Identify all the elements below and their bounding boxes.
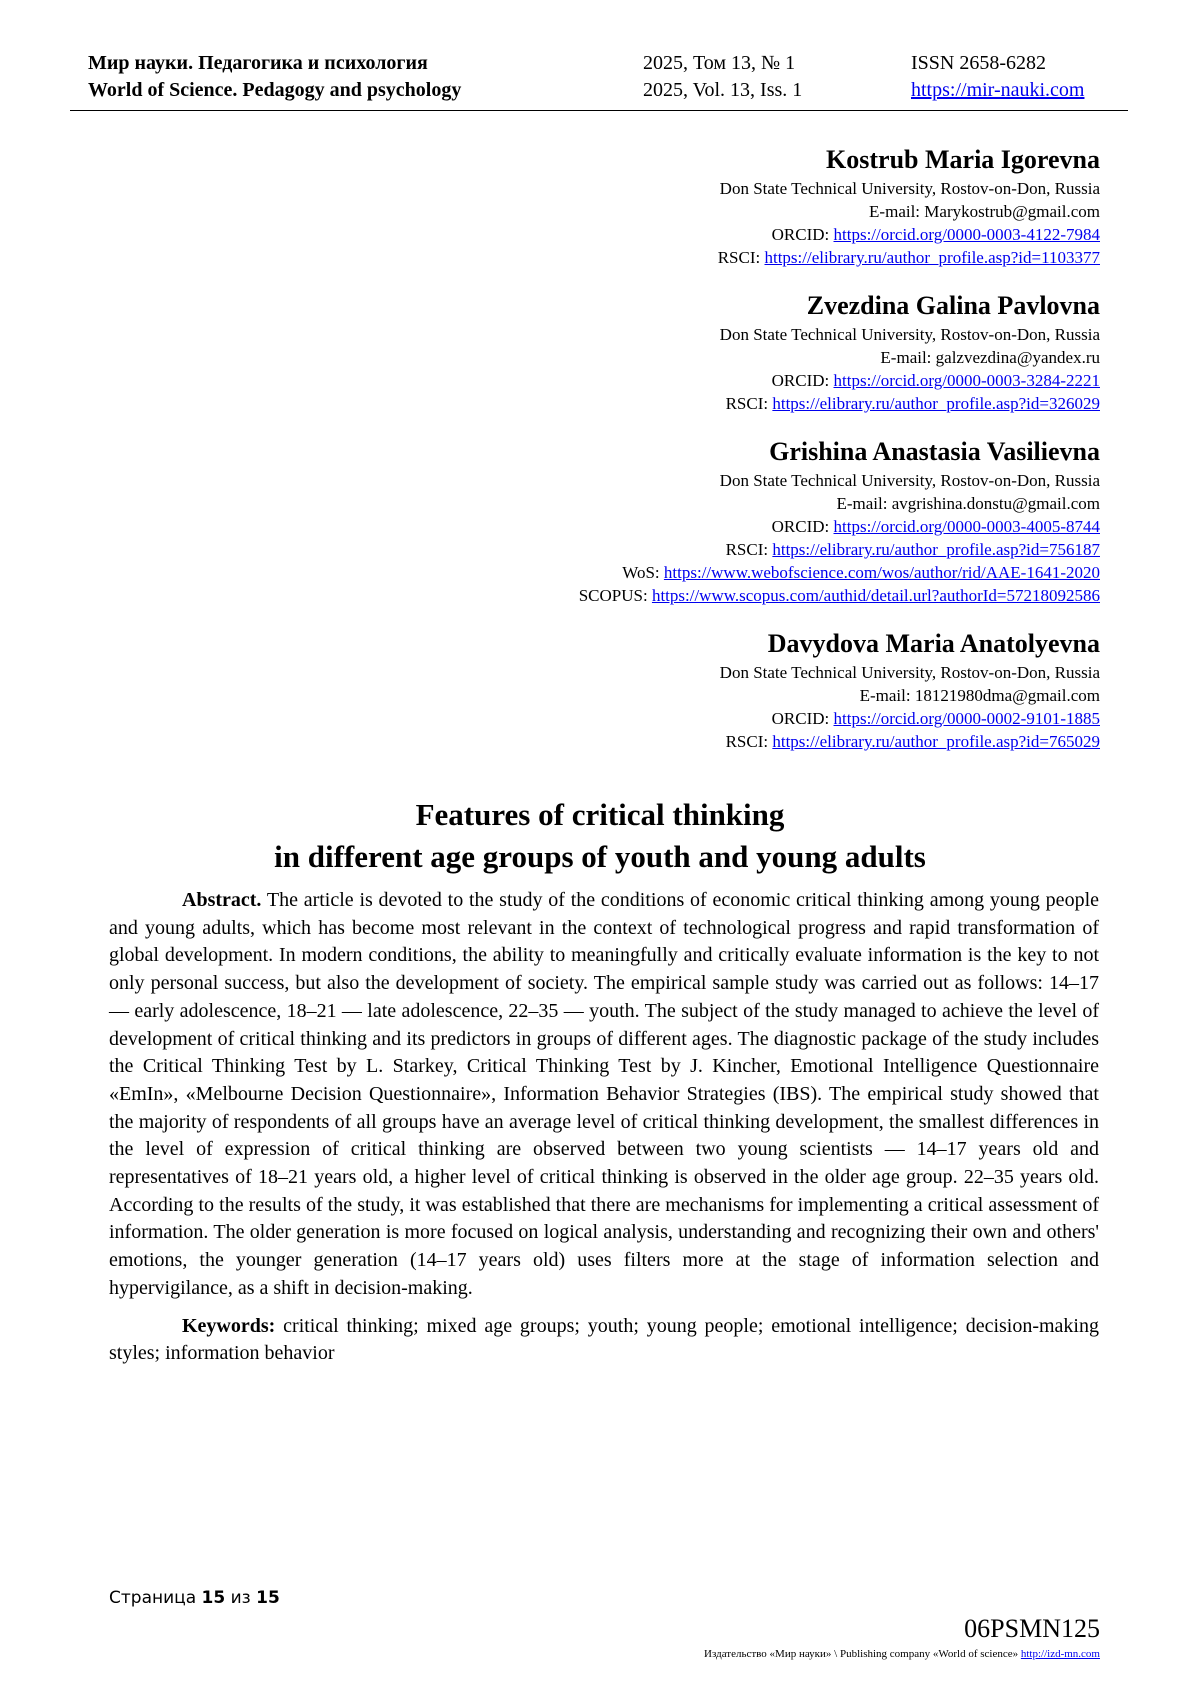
rsci-link[interactable]: https://elibrary.ru/author_profile.asp?id=326029 — [772, 394, 1100, 413]
issue-ru: 2025, Том 13, № 1 — [643, 52, 796, 74]
rsci-label: RSCI: — [725, 732, 773, 751]
orcid-link[interactable]: https://orcid.org/0000-0003-4122-7984 — [833, 225, 1100, 244]
orcid-label: ORCID: — [771, 517, 834, 536]
header-divider — [70, 110, 1128, 111]
author-name: Kostrub Maria Igorevna — [826, 145, 1100, 174]
wos-label: WoS: — [622, 563, 664, 582]
wos-link[interactable]: https://www.webofscience.com/wos/author/rid/AAE-1641-2020 — [663, 563, 1100, 582]
orcid-label: ORCID: — [771, 709, 834, 728]
issue-en: 2025, Vol. 13, Iss. 1 — [643, 79, 803, 101]
author-affiliation: Don State Technical University, Rostov-on-Don, Russia — [719, 179, 1100, 198]
orcid-link[interactable]: https://orcid.org/0000-0003-3284-2221 — [833, 371, 1100, 390]
orcid-link[interactable]: https://orcid.org/0000-0003-4005-8744 — [833, 517, 1100, 536]
author-name: Zvezdina Galina Pavlovna — [806, 291, 1100, 320]
orcid-label: ORCID: — [771, 371, 834, 390]
journal-site-link[interactable]: https://mir-nauki.com — [911, 79, 1085, 101]
abstract-text: The article is devoted to the study of the conditions of economic critical thinking among young people and young adults, which has become most relevant in the context of technological progress and rapid transformation of global development. In modern conditions, the ability to meaningfully and critically evaluate information is the key to not only personal success, but also the development of society. The empirical sample study was carried out as follows: 14–17 — early adolescence, 18–21 — late adolescence, 22–35 — youth. The subject of the study managed to achieve the level of development of critical thinking and its predictors in groups of different ages. The diagnostic package of the study includes the Critical Thinking Test by L. Starkey, Critical Thinking Test by J. Kincher, Emotional Intelligence Questionnaire «EmIn», «Melbourne Decision Questionnaire», Information Behavior Strategies (IBS). The empirical study showed that the majority of respondents of all groups have an average level of critical thinking development, the smallest differences in the level of expression of critical thinking are observed between two young scientists — 14–17 years old and representatives of 18–21 years old, a higher level of critical thinking is observed in the older age group. 22–35 years old. According to the results of the study, it was established that there are mechanisms for implementing a critical assessment of information. The older generation is more focused on logical analysis, understanding and recognizing their own and others' emotions, the younger generation (14–17 years old) uses filters more at the stage of information selection and hypervigilance, as a shift in decision-making. — [109, 889, 1099, 1299]
title-line-1: Features of critical thinking — [415, 797, 785, 832]
author-email: E-mail: 18121980dma@gmail.com — [859, 686, 1100, 705]
abstract-label: Abstract. — [182, 889, 262, 911]
author-affiliation: Don State Technical University, Rostov-on-Don, Russia — [719, 663, 1100, 682]
abstract-section — [109, 887, 1099, 1368]
title-line-2: in different age groups of youth and young adults — [274, 839, 926, 874]
page-current: 15 — [201, 1588, 226, 1608]
keywords-label: Keywords: — [182, 1314, 276, 1337]
author-block — [340, 143, 1100, 269]
rsci-label: RSCI: — [717, 248, 765, 267]
rsci-link[interactable]: https://elibrary.ru/author_profile.asp?id=756187 — [772, 540, 1100, 559]
page-number — [109, 1588, 280, 1608]
article-title — [100, 794, 1100, 878]
journal-name-en: World of Science. Pedagogy and psychology — [88, 79, 462, 101]
rsci-link[interactable]: https://elibrary.ru/author_profile.asp?id=1103377 — [764, 248, 1100, 267]
publisher-link[interactable]: http://izd-mn.com — [1020, 1648, 1100, 1660]
scopus-link[interactable]: https://www.scopus.com/authid/detail.url?authorId=57218092586 — [651, 586, 1100, 605]
journal-header — [88, 50, 1124, 104]
rsci-label: RSCI: — [725, 394, 773, 413]
issn: ISSN 2658-6282 — [911, 52, 1047, 74]
page-mid: из — [225, 1588, 257, 1608]
keywords-paragraph — [109, 1313, 1099, 1368]
orcid-link[interactable]: https://orcid.org/0000-0002-9101-1885 — [833, 709, 1100, 728]
author-email: E-mail: avgrishina.donstu@gmail.com — [836, 494, 1100, 513]
author-block — [340, 435, 1100, 607]
publisher-line — [704, 1648, 1100, 1660]
journal-name-ru: Мир науки. Педагогика и психология — [88, 52, 428, 74]
abstract-paragraph — [109, 887, 1099, 1303]
author-block — [340, 627, 1100, 753]
page-prefix: Страница — [109, 1588, 202, 1608]
author-name: Grishina Anastasia Vasilievna — [769, 437, 1100, 466]
publisher-text: Издательство «Мир науки» \ Publishing company «World of science» — [704, 1648, 1021, 1660]
author-affiliation: Don State Technical University, Rostov-on-Don, Russia — [719, 325, 1100, 344]
author-block — [340, 289, 1100, 415]
author-email: E-mail: Marykostrub@gmail.com — [869, 202, 1100, 221]
author-list — [340, 143, 1100, 773]
keywords-text: critical thinking; mixed age groups; youth; young people; emotional intelligence; decision-making styles; information behavior — [109, 1314, 1099, 1365]
author-name: Davydova Maria Anatolyevna — [767, 629, 1100, 658]
author-email: E-mail: galzvezdina@yandex.ru — [880, 348, 1100, 367]
document-code: 06PSMN125 — [964, 1614, 1100, 1643]
page-total: 15 — [256, 1588, 280, 1608]
rsci-link[interactable]: https://elibrary.ru/author_profile.asp?id=765029 — [772, 732, 1100, 751]
author-affiliation: Don State Technical University, Rostov-on-Don, Russia — [719, 471, 1100, 490]
rsci-label: RSCI: — [725, 540, 773, 559]
scopus-label: SCOPUS: — [578, 586, 652, 605]
orcid-label: ORCID: — [771, 225, 834, 244]
